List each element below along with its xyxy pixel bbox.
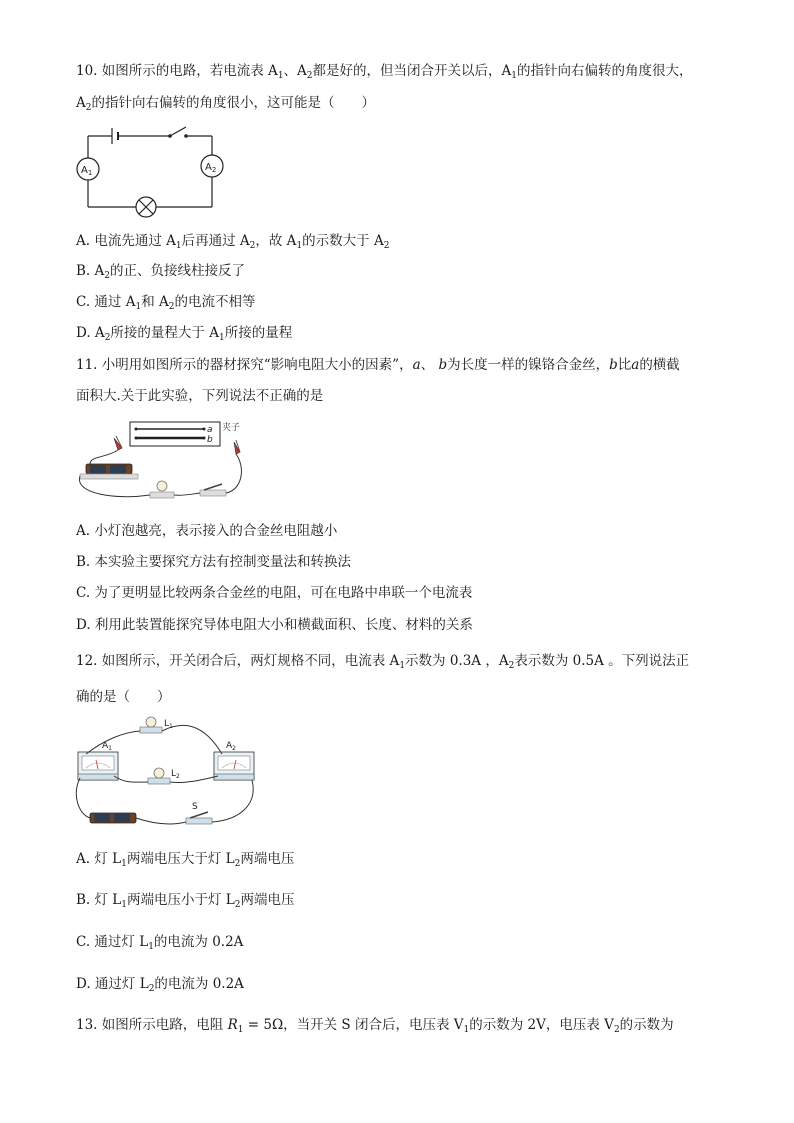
lamp-l2-base (148, 778, 170, 784)
q10-stem-line2: $A_2$的指针向右偏转的角度很小，这可能是（ ） (76, 95, 375, 113)
q12-circuit-figure (74, 714, 258, 832)
q12-stem-line1: 12. 如图所示，开关闭合后，两灯规格不同，电流表 $A_1$示数为 0.3A ，$A_2$表示数为 0.5A 。下列说法正 (76, 653, 690, 671)
ammeter-a1-box (78, 752, 118, 780)
switch-knife (204, 484, 222, 490)
q10-stem-line1: 10. 如图所示的电路，若电流表 $A_1$、$A_2$都是好的，但当闭合开关以后，$A_1$的指针向右偏转的角度很大， (76, 63, 693, 81)
q12-fig-a1-label: $A_1$ (102, 741, 112, 752)
switch-lever (170, 127, 186, 136)
q11-option-b[interactable]: B. 本实验主要探究方法有控制变量法和转换法 (76, 554, 352, 570)
switch-s-knife (190, 812, 208, 818)
ammeter-a2-box (214, 752, 254, 780)
q11-fig-b-label: b (207, 435, 213, 445)
q12-fig-a2-label: $A_2$ (226, 741, 236, 752)
q12-option-a[interactable]: A. 灯 $L_1$两端电压大于灯 $L_2$两端电压 (76, 851, 295, 869)
q12-fig-l1-label: $L_1$ (164, 719, 173, 730)
q12-fig-s-label: S (192, 802, 198, 812)
q11-option-d[interactable]: D. 利用此装置能探究导体电阻大小和横截面积、长度、材料的关系 (76, 617, 473, 633)
q10-option-b[interactable]: B. $A_2$的正、负接线柱接反了 (76, 263, 245, 281)
bulb (157, 481, 167, 491)
q11-stem-line1: 11. 小明用如图所示的器材探究“影响电阻大小的因素”，a、 b为长度一样的镍铬合金丝，b比a的横截 (76, 357, 680, 373)
q12-fig-l2-label: $L_2$ (171, 769, 180, 780)
switch-s-base (186, 818, 212, 824)
q11-apparatus-figure (76, 418, 258, 508)
q11-stem-line2: 面积大.关于此实验，下列说法不正确的是 (76, 388, 324, 404)
q10-option-c[interactable]: C. 通过 $A_1$和 $A_2$的电流不相等 (76, 294, 256, 312)
q10-fig-a1-label: $A_1$ (81, 165, 93, 177)
q11-option-c[interactable]: C. 为了更明显比较两条合金丝的电阻，可在电路中串联一个电流表 (76, 585, 473, 601)
q10-option-d[interactable]: D. $A_2$所接的量程大于 $A_1$所接的量程 (76, 325, 293, 343)
q12-option-b[interactable]: B. 灯 $L_1$两端电压小于灯 $L_2$两端电压 (76, 892, 295, 910)
q12-option-c[interactable]: C. 通过灯 $L_1$的电流为 0.2A (76, 934, 244, 952)
q13-stem: 13. 如图所示电路，电阻 $R_1 = 5\Omega$，当开关 S 闭合后，电压表 $V_1$的示数为 2V，电压表 $V_2$的示数为 (76, 1017, 674, 1035)
q10-circuit-figure (74, 124, 226, 220)
lamp-l1 (146, 717, 156, 727)
lamp-l2 (154, 768, 164, 778)
switch-base (200, 490, 226, 496)
q11-fig-a-label: a (207, 425, 213, 435)
q11-fig-clip-label: 夹子 (222, 423, 241, 433)
bulb-base (150, 492, 174, 498)
q12-stem-line2: 确的是（ ） (76, 689, 171, 705)
q12-option-d[interactable]: D. 通过灯 $L_2$的电流为 0.2A (76, 976, 244, 994)
lamp-l1-base (140, 727, 162, 733)
q10-option-a[interactable]: A. 电流先通过 $A_1$后再通过 $A_2$，故 $A_1$的示数大于 $A_2$ (76, 233, 390, 251)
q11-option-a[interactable]: A. 小灯泡越亮，表示接入的合金丝电阻越小 (76, 523, 338, 539)
clip-right (234, 440, 240, 454)
clip-left (114, 436, 122, 450)
q10-fig-a2-label: $A_2$ (205, 162, 217, 174)
